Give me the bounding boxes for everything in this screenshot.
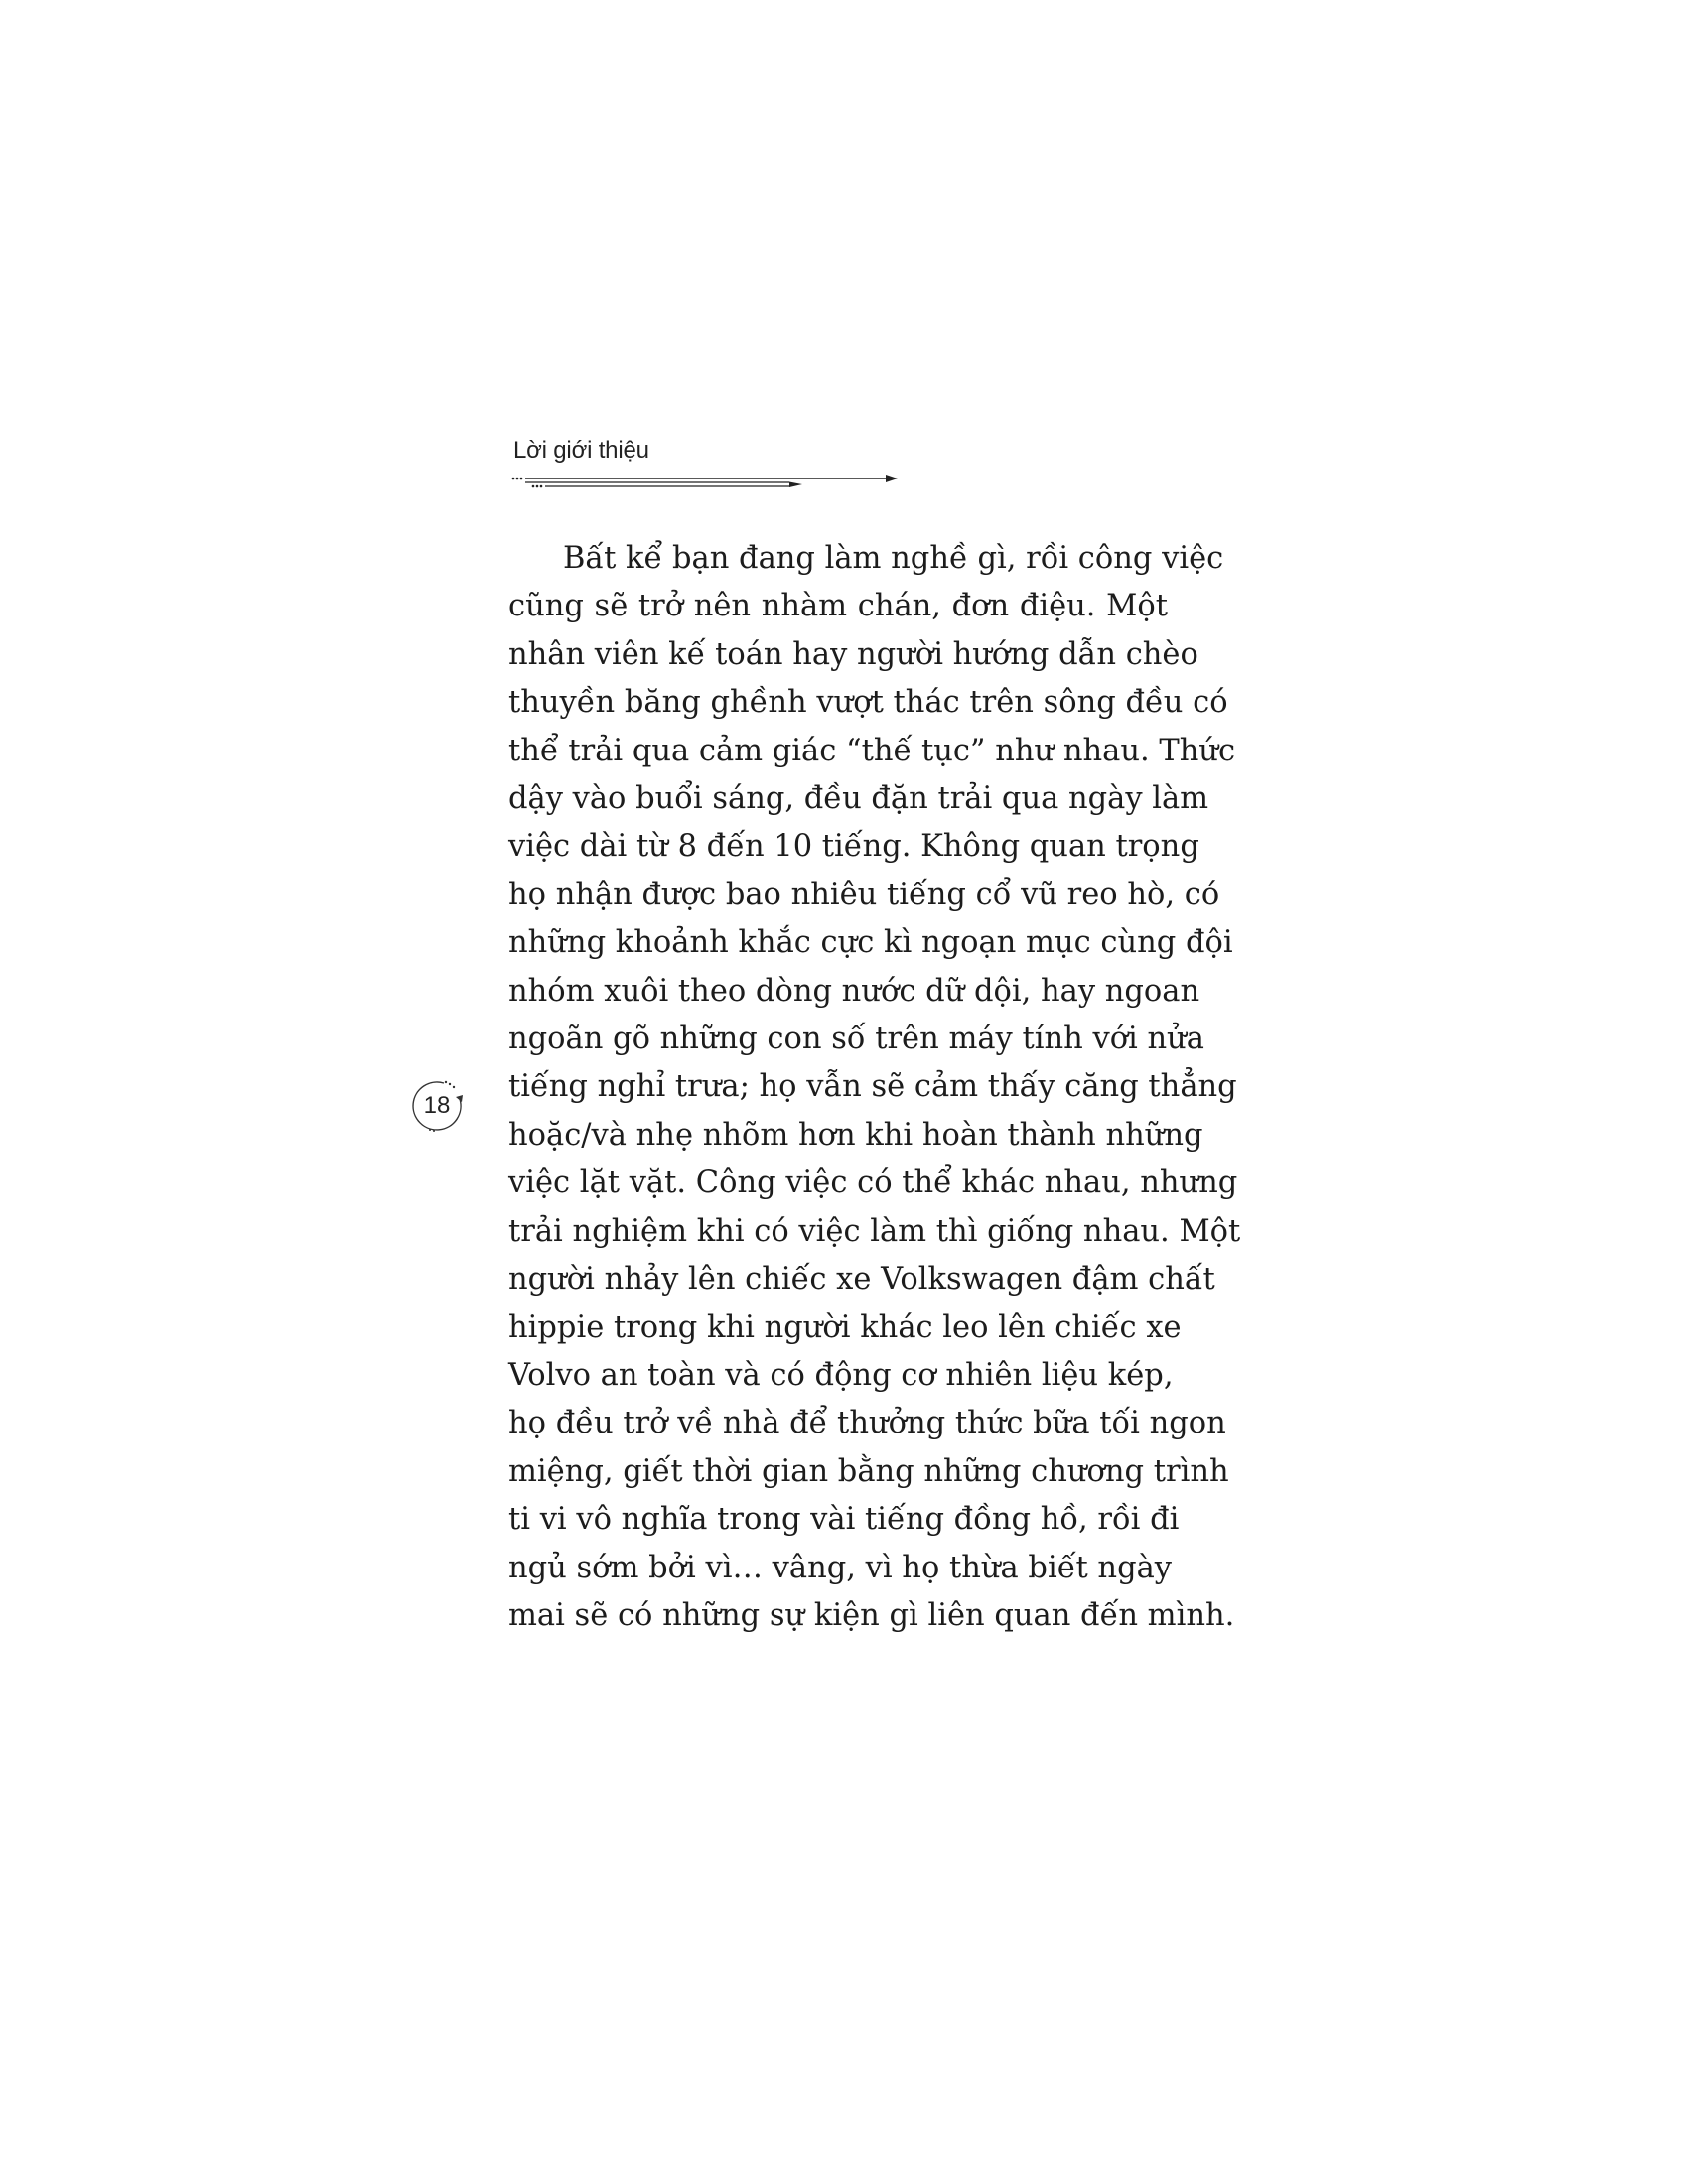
text-line: họ nhận được bao nhiêu tiếng cổ vũ reo hò, có [508,877,1220,912]
text-line: nhân viên kế toán hay người hướng dẫn chèo [508,636,1198,672]
running-head-title: Lời giới thiệu [513,437,649,464]
text-line: thể trải qua cảm giác “thế tục” như nhau. Thức [508,733,1236,768]
text-line: ngủ sớm bởi vì… vâng, vì họ thừa biết ngày [508,1550,1173,1585]
text-line: nhóm xuôi theo dòng nước dữ dội, hay ngoan [508,973,1200,1009]
page-number [408,1077,466,1135]
text-line: cũng sẽ trở nên nhàm chán, đơn điệu. Một [508,589,1168,624]
body-paragraph [508,535,1241,1640]
text-line: dậy vào buổi sáng, đều đặn trải qua ngày làm [508,781,1209,817]
text-line: Bất kể bạn đang làm nghề gì, rồi công việc [563,541,1224,576]
text-line: ngoãn gõ những con số trên máy tính với nửa [508,1022,1204,1057]
text-line: trải nghiệm khi có việc làm thì giống nhau. Một [508,1213,1241,1249]
text-line: miệng, giết thời gian bằng những chương trình [508,1453,1229,1489]
text-line: Volvo an toàn và có động cơ nhiên liệu kép, [508,1357,1174,1393]
text-line: những khoảnh khắc cực kì ngoạn mục cùng đội [508,925,1233,961]
text-line: họ đều trở về nhà để thưởng thức bữa tối ngon [508,1406,1226,1441]
text-line: người nhảy lên chiếc xe Volkswagen đậm chất [508,1262,1215,1297]
text-line: việc dài từ 8 đến 10 tiếng. Không quan trọng [508,829,1199,865]
arrow-lines-icon [511,474,899,497]
text-line: việc lặt vặt. Công việc có thể khác nhau, nhưng [508,1165,1238,1201]
text-line: thuyền băng ghềnh vượt thác trên sông đều có [508,685,1228,721]
text-line: mai sẽ có những sự kiện gì liên quan đến mình. [508,1597,1235,1633]
text-line: hippie trong khi người khác leo lên chiếc xe [508,1309,1182,1345]
text-line: ti vi vô nghĩa trong vài tiếng đồng hồ, rồi đi [508,1502,1180,1538]
text-line: hoặc/và nhẹ nhõm hơn khi hoàn thành những [508,1117,1203,1153]
text-line: tiếng nghỉ trưa; họ vẫn sẽ cảm thấy căng thẳng [508,1069,1237,1105]
page-number-label: 18 [423,1092,451,1119]
